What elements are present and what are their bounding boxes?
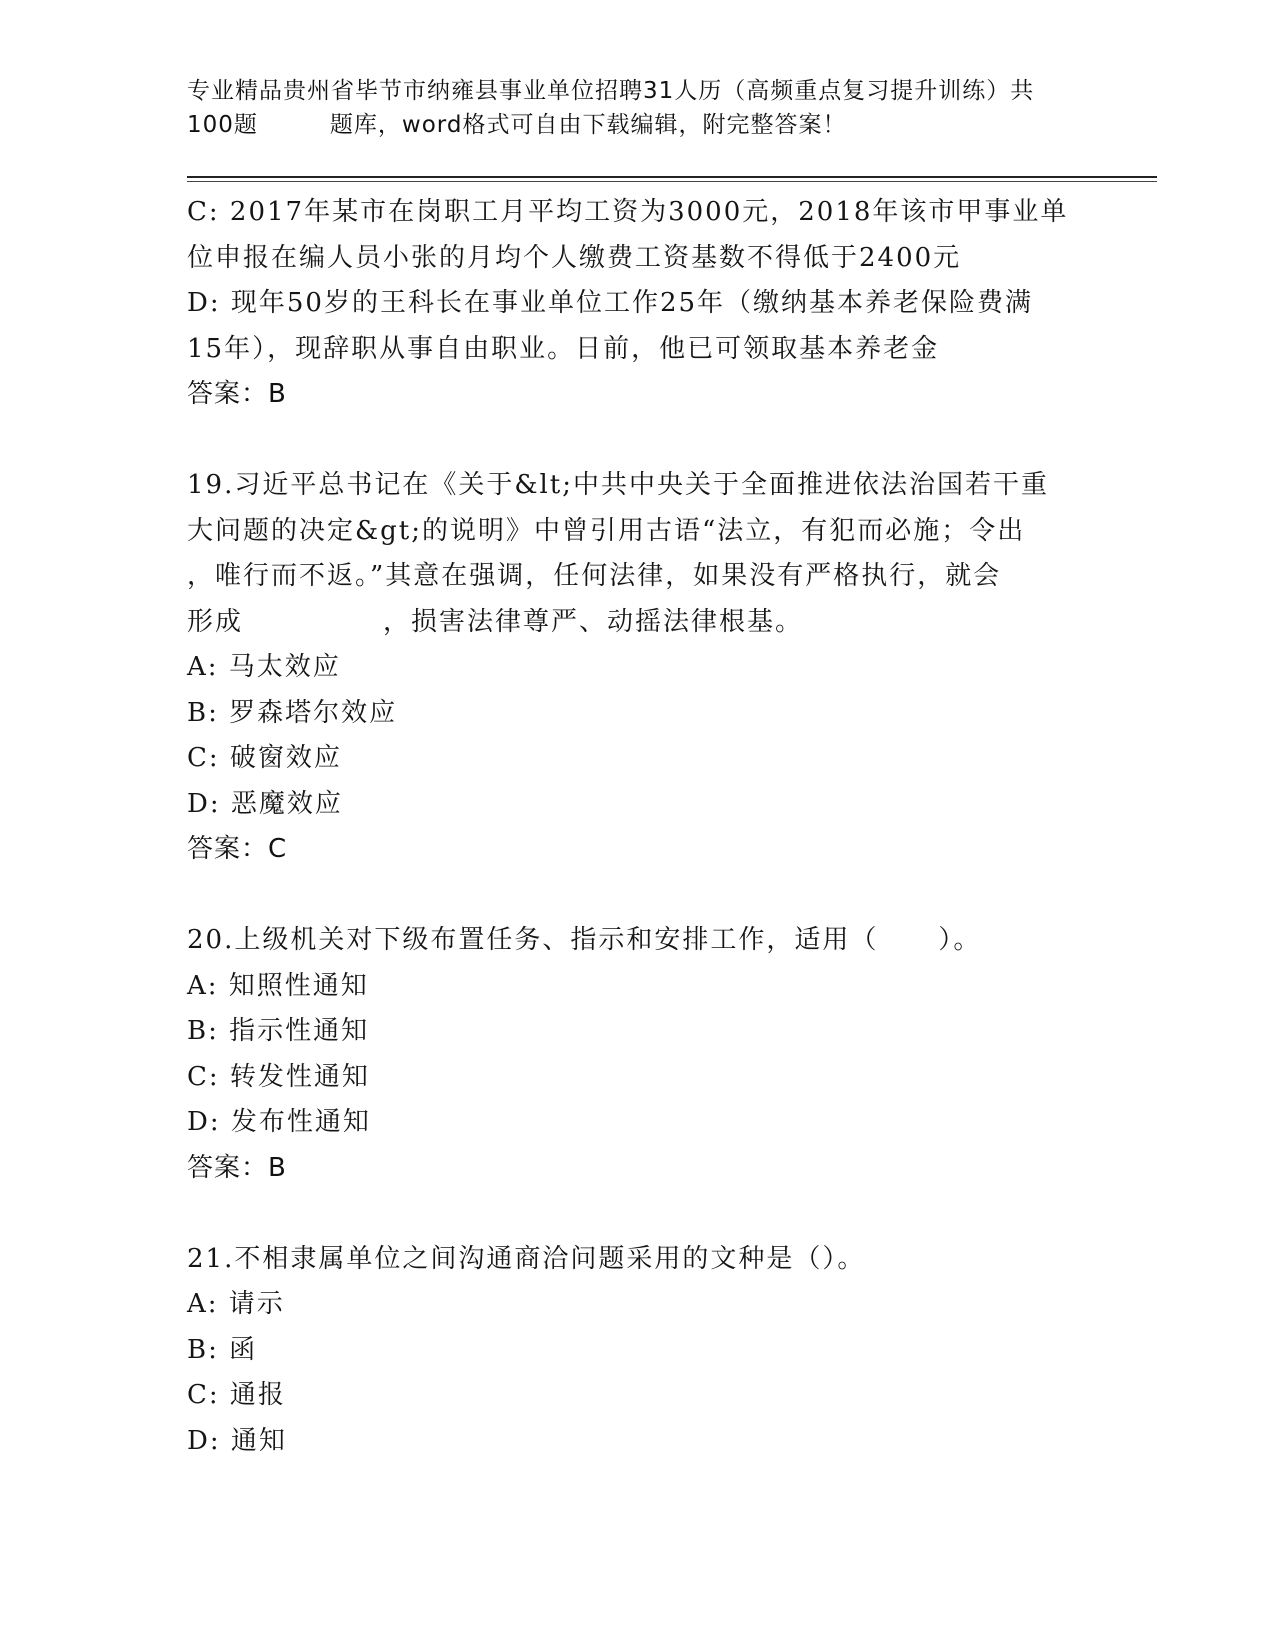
header-title-line-2 xyxy=(187,108,1087,142)
answer-line: 答案：B xyxy=(187,1152,287,1183)
question-stem-line-1: 19.习近平总书记在《关于&lt;中共中央关于全面推进依法治国若干重 xyxy=(187,470,1050,500)
option-c: C: 通报 xyxy=(187,1380,286,1410)
option-b: B: 罗森塔尔效应 xyxy=(187,697,398,728)
question-stem-line-4 xyxy=(187,600,1087,646)
question-18-tail xyxy=(187,190,1087,418)
header-title-line-1: 专业精品贵州省毕节市纳雍县事业单位招聘31人历（高频重点复习提升训练）共 xyxy=(187,78,1035,104)
answer-line: 答案：C xyxy=(187,834,288,864)
answer-line: 答案：B xyxy=(187,379,287,409)
question-stem xyxy=(187,918,1087,964)
option-c: C: 转发性通知 xyxy=(187,1061,370,1092)
option-b: B: 指示性通知 xyxy=(187,1016,370,1046)
question-stem-line-3: ，唯行而不返。”其意在强调，任何法律，如果没有严格执行，就会 xyxy=(187,561,1002,591)
stem-text: 20.上级机关对下级布置任务、指示和安排工作，适用（ xyxy=(187,925,879,955)
header-divider-thick xyxy=(187,176,1157,178)
option-a: A: 马太效应 xyxy=(187,652,341,682)
option-d: D: 通知 xyxy=(187,1425,287,1456)
option-d-line-1: D: 现年50岁的王科长在事业单位工作25年（缴纳基本养老保险费满 xyxy=(187,288,1034,318)
question-19 xyxy=(187,463,1087,873)
header-question-count: 100题 xyxy=(187,112,258,138)
question-21 xyxy=(187,1237,1087,1465)
stem-text: ，损害法律尊严、动摇法律根基。 xyxy=(383,606,804,637)
option-c-line-2: 位申报在编人员小张的月均个人缴费工资基数不得低于2400元 xyxy=(187,242,962,273)
option-b: B: 函 xyxy=(187,1334,258,1365)
option-d: D: 恶魔效应 xyxy=(187,788,343,819)
document-body xyxy=(187,190,1087,1464)
option-c-line-1: C: 2017年某市在岗职工月平均工资为3000元，2018年该市甲事业单 xyxy=(187,197,1069,227)
option-a: A: 请示 xyxy=(187,1289,285,1319)
stem-text: 形成 xyxy=(187,606,244,637)
stem-text: ）。 xyxy=(938,925,982,955)
option-d: D: 发布性通知 xyxy=(187,1107,371,1137)
question-stem-line-2: 大问题的决定&gt;的说明》中曾引用古语“法立，有犯而必施；令出 xyxy=(187,515,1026,546)
question-20 xyxy=(187,918,1087,1191)
question-stem: 21.不相隶属单位之间沟通商洽问题采用的文种是（）。 xyxy=(187,1243,866,1274)
document-header xyxy=(187,74,1087,142)
option-d-line-2: 15年），现辞职从事自由职业。日前，他已可领取基本养老金 xyxy=(187,333,940,364)
option-a: A: 知照性通知 xyxy=(187,970,369,1001)
header-title-suffix: 题库，word格式可自由下载编辑，附完整答案！ xyxy=(329,112,847,138)
option-c: C: 破窗效应 xyxy=(187,743,342,773)
header-divider-thin xyxy=(187,181,1157,182)
